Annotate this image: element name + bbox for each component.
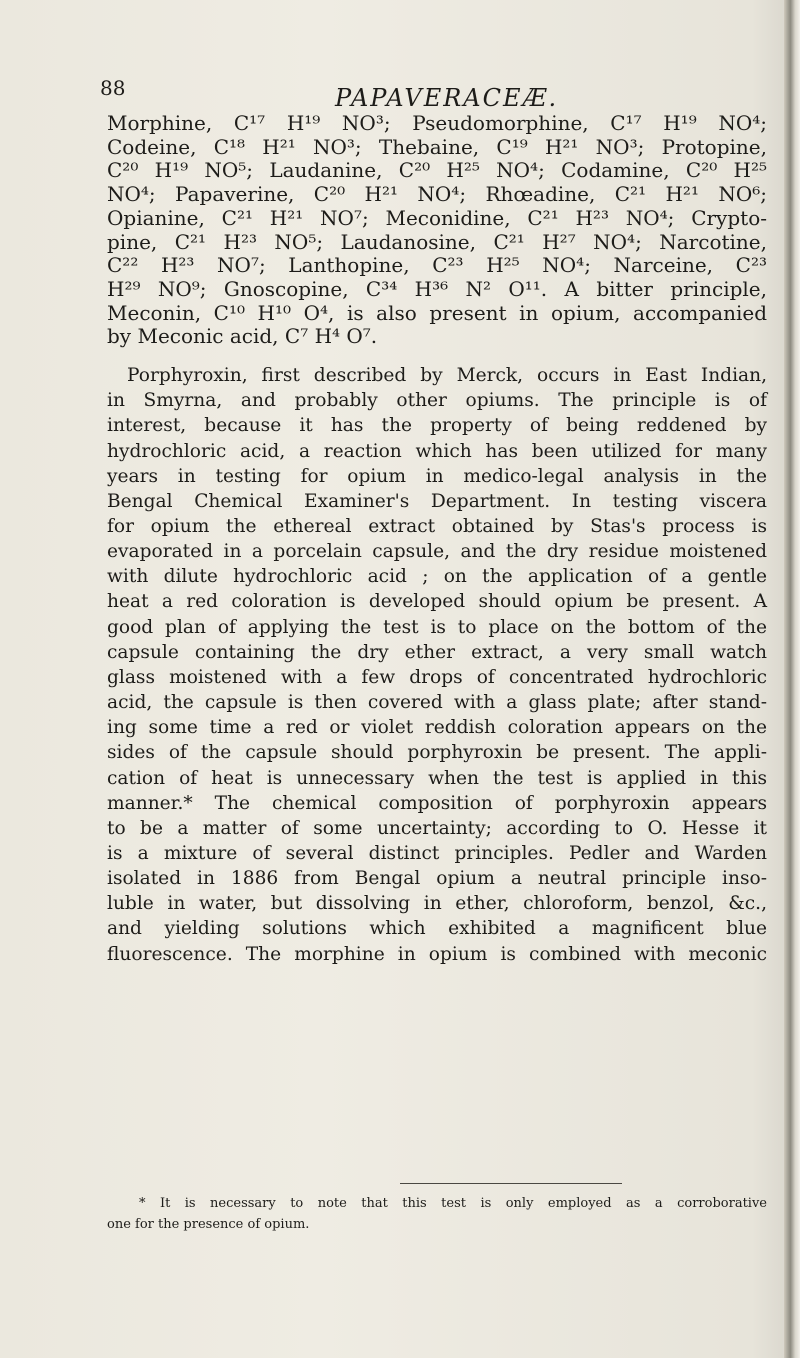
text-line: cation of heat is unnecessary when the test is applied in this xyxy=(107,767,767,789)
book-spine-edge xyxy=(784,0,800,1358)
text-line: acid, the capsule is then covered with a glass plate; after stand- xyxy=(107,692,767,714)
text-line: H²⁹ NO⁹; Gnoscopine, C³⁴ H³⁶ N² O¹¹. A bitter principle, xyxy=(107,276,767,301)
text-line: NO⁴; Papaverine, C²⁰ H²¹ NO⁴; Rhœadine, C²¹ H²¹ NO⁶; xyxy=(107,182,767,207)
text-line: with dilute hydrochloric acid ; on the application of a gentle xyxy=(107,566,767,588)
text-line: and yielding solutions which exhibited a magnificent blue xyxy=(107,918,767,940)
text-line: luble in water, but dissolving in ether, chloroform, benzol, &c., xyxy=(107,893,767,915)
footnote-line: one for the presence of opium. xyxy=(107,1217,310,1232)
page-number: 88 xyxy=(100,76,126,100)
text-line: hydrochloric acid, a reaction which has been utilized for many xyxy=(107,440,767,462)
text-line: isolated in 1886 from Bengal opium a neutral principle inso- xyxy=(107,868,767,890)
text-line: ing some time a red or violet reddish coloration appears on the xyxy=(107,717,767,739)
text-line: Bengal Chemical Examiner's Department. In testing viscera xyxy=(107,490,767,512)
footnote-line: * It is necessary to note that this test is only employed as a corroborative xyxy=(139,1196,767,1211)
text-line: Porphyroxin, first described by Merck, occurs in East Indian, xyxy=(127,365,767,387)
text-line: Opianine, C²¹ H²¹ NO⁷; Meconidine, C²¹ H²³ NO⁴; Crypto- xyxy=(107,205,767,230)
alkaloid-list xyxy=(107,112,767,349)
text-line: sides of the capsule should porphyroxin be present. The appli- xyxy=(107,742,767,764)
text-line: in Smyrna, and probably other opiums. The principle is of xyxy=(107,390,767,412)
text-line: pine, C²¹ H²³ NO⁵; Laudanosine, C²¹ H²⁷ NO⁴; Narcotine, xyxy=(107,229,767,254)
porphyroxin-paragraph xyxy=(107,363,767,967)
text-line: glass moistened with a few drops of concentrated hydrochloric xyxy=(107,666,767,688)
text-line: manner.* The chemical composition of porphyroxin appears xyxy=(107,792,767,814)
text-line: evaporated in a porcelain capsule, and the dry residue moistened xyxy=(107,541,767,563)
text-line: Codeine, C¹⁸ H²¹ NO³; Thebaine, C¹⁹ H²¹ NO³; Protopine, xyxy=(107,134,767,159)
text-line: to be a matter of some uncertainty; according to O. Hesse it xyxy=(107,817,767,839)
text-line: interest, because it has the property of being reddened by xyxy=(107,415,767,437)
footnote-divider xyxy=(400,1183,622,1184)
body-text xyxy=(107,112,767,967)
text-line: by Meconic acid, C⁷ H⁴ O⁷. xyxy=(107,324,378,349)
text-line: Meconin, C¹⁰ H¹⁰ O⁴, is also present in opium, accompanied xyxy=(107,300,767,325)
running-head: PAPAVERACEÆ. xyxy=(335,84,559,112)
text-line: years in testing for opium in medico-legal analysis in the xyxy=(107,465,767,487)
text-line: fluorescence. The morphine in opium is combined with meconic xyxy=(107,943,767,965)
footnote xyxy=(107,1193,767,1235)
text-line: C²⁰ H¹⁹ NO⁵; Laudanine, C²⁰ H²⁵ NO⁴; Codamine, C²⁰ H²⁵ xyxy=(107,158,767,183)
text-line: is a mixture of several distinct principles. Pedler and Warden xyxy=(107,843,767,864)
text-line: C²² H²³ NO⁷; Lanthopine, C²³ H²⁵ NO⁴; Narceine, C²³ xyxy=(107,253,767,278)
text-line: good plan of applying the test is to place on the bottom of the xyxy=(107,616,767,638)
text-line: Morphine, C¹⁷ H¹⁹ NO³; Pseudomorphine, C¹⁷ H¹⁹ NO⁴; xyxy=(107,111,767,135)
text-line: heat a red coloration is developed should opium be present. A xyxy=(107,591,767,613)
text-line: capsule containing the dry ether extract, a very small watch xyxy=(107,641,767,663)
text-line: for opium the ethereal extract obtained by Stas's process is xyxy=(107,515,767,537)
